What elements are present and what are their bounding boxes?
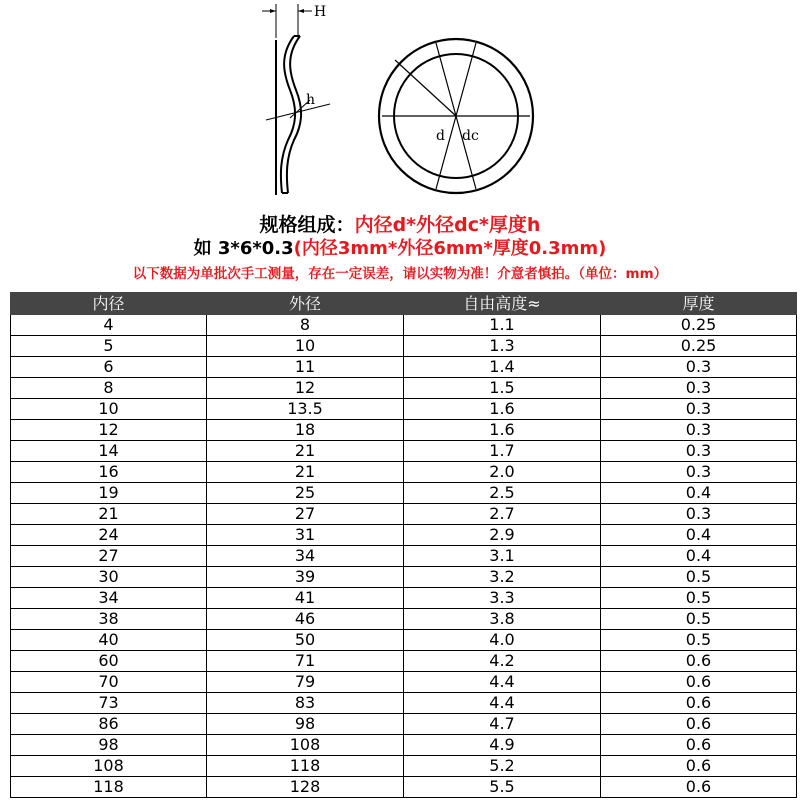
table-row	[11, 441, 797, 462]
cell-thickness: 0.3	[601, 441, 797, 462]
cell-outer-diameter: 21	[207, 462, 404, 483]
cell-free-height: 3.8	[404, 609, 601, 630]
cell-free-height: 3.2	[404, 567, 601, 588]
table-row	[11, 399, 797, 420]
cell-thickness: 0.5	[601, 609, 797, 630]
cell-thickness: 0.6	[601, 735, 797, 756]
cell-inner-diameter: 34	[11, 588, 207, 609]
cell-free-height: 4.4	[404, 672, 601, 693]
cell-inner-diameter: 8	[11, 378, 207, 399]
spec-format-title	[0, 210, 800, 237]
table-row	[11, 567, 797, 588]
cell-free-height: 1.6	[404, 420, 601, 441]
cell-thickness: 0.25	[601, 336, 797, 357]
cell-outer-diameter: 11	[207, 357, 404, 378]
cell-outer-diameter: 13.5	[207, 399, 404, 420]
table-row	[11, 336, 797, 357]
cell-thickness: 0.6	[601, 756, 797, 777]
cell-thickness: 0.5	[601, 630, 797, 651]
cell-thickness: 0.6	[601, 777, 797, 798]
table-row	[11, 378, 797, 399]
cell-free-height: 4.0	[404, 630, 601, 651]
cell-inner-diameter: 6	[11, 357, 207, 378]
cell-outer-diameter: 71	[207, 651, 404, 672]
header-outer-diameter: 外径	[207, 293, 404, 315]
cell-outer-diameter: 21	[207, 441, 404, 462]
header-free-height: 自由高度≈	[404, 293, 601, 315]
cell-inner-diameter: 21	[11, 504, 207, 525]
cell-free-height: 3.3	[404, 588, 601, 609]
wave-washer-diagram	[0, 0, 800, 210]
cell-inner-diameter: 108	[11, 756, 207, 777]
label-dc: dc	[462, 128, 479, 144]
table-body	[11, 315, 797, 798]
cell-thickness: 0.6	[601, 672, 797, 693]
table-row	[11, 735, 797, 756]
cell-inner-diameter: 10	[11, 399, 207, 420]
label-h: h	[306, 92, 316, 108]
table-row	[11, 714, 797, 735]
cell-inner-diameter: 19	[11, 483, 207, 504]
cell-free-height: 5.2	[404, 756, 601, 777]
table-header-row	[11, 293, 797, 315]
cell-outer-diameter: 12	[207, 378, 404, 399]
ring-top-view	[379, 39, 533, 193]
cell-thickness: 0.3	[601, 420, 797, 441]
cell-free-height: 2.0	[404, 462, 601, 483]
table-row	[11, 651, 797, 672]
table-row	[11, 420, 797, 441]
spec-example-prefix: 如 3*6*0.3	[193, 238, 294, 259]
cell-free-height: 1.4	[404, 357, 601, 378]
label-d: d	[436, 128, 445, 144]
cell-inner-diameter: 16	[11, 462, 207, 483]
cell-thickness: 0.3	[601, 462, 797, 483]
table-row	[11, 630, 797, 651]
cell-outer-diameter: 46	[207, 609, 404, 630]
table-row	[11, 525, 797, 546]
cell-thickness: 0.3	[601, 378, 797, 399]
cell-inner-diameter: 14	[11, 441, 207, 462]
cell-free-height: 1.7	[404, 441, 601, 462]
cell-outer-diameter: 118	[207, 756, 404, 777]
cell-free-height: 2.7	[404, 504, 601, 525]
cell-outer-diameter: 39	[207, 567, 404, 588]
cell-outer-diameter: 108	[207, 735, 404, 756]
cell-thickness: 0.3	[601, 504, 797, 525]
cell-outer-diameter: 83	[207, 693, 404, 714]
cell-free-height: 5.5	[404, 777, 601, 798]
cell-thickness: 0.6	[601, 714, 797, 735]
cell-free-height: 1.3	[404, 336, 601, 357]
cell-outer-diameter: 41	[207, 588, 404, 609]
cell-free-height: 3.1	[404, 546, 601, 567]
cell-inner-diameter: 38	[11, 609, 207, 630]
cell-free-height: 1.5	[404, 378, 601, 399]
cell-inner-diameter: 12	[11, 420, 207, 441]
table-row	[11, 756, 797, 777]
cell-outer-diameter: 31	[207, 525, 404, 546]
cell-outer-diameter: 50	[207, 630, 404, 651]
table-row	[11, 462, 797, 483]
cell-inner-diameter: 4	[11, 315, 207, 336]
cell-inner-diameter: 30	[11, 567, 207, 588]
cell-thickness: 0.3	[601, 399, 797, 420]
cell-inner-diameter: 5	[11, 336, 207, 357]
table-row	[11, 777, 797, 798]
cell-thickness: 0.4	[601, 525, 797, 546]
table-row	[11, 483, 797, 504]
cell-free-height: 4.4	[404, 693, 601, 714]
cell-outer-diameter: 34	[207, 546, 404, 567]
cell-outer-diameter: 8	[207, 315, 404, 336]
cell-outer-diameter: 128	[207, 777, 404, 798]
measurement-disclaimer: 以下数据为单批次手工测量，存在一定误差，请以实物为准！介意者慎拍。（单位：mm）	[132, 266, 668, 282]
cell-free-height: 4.2	[404, 651, 601, 672]
spec-example-detail: (内径3mm*外径6mm*厚度0.3mm)	[293, 238, 607, 259]
cell-outer-diameter: 25	[207, 483, 404, 504]
cell-inner-diameter: 40	[11, 630, 207, 651]
spec-title-prefix: 规格组成：	[259, 214, 355, 236]
spec-title-formula: 内径d*外径dc*厚度h	[354, 214, 541, 236]
table-row	[11, 588, 797, 609]
cell-outer-diameter: 79	[207, 672, 404, 693]
cell-inner-diameter: 60	[11, 651, 207, 672]
table-row	[11, 672, 797, 693]
cell-inner-diameter: 70	[11, 672, 207, 693]
cell-thickness: 0.5	[601, 567, 797, 588]
cell-inner-diameter: 73	[11, 693, 207, 714]
header-thickness: 厚度	[601, 293, 797, 315]
cell-outer-diameter: 98	[207, 714, 404, 735]
cell-thickness: 0.3	[601, 357, 797, 378]
cell-inner-diameter: 86	[11, 714, 207, 735]
cell-inner-diameter: 24	[11, 525, 207, 546]
table-row	[11, 693, 797, 714]
cell-thickness: 0.4	[601, 546, 797, 567]
cell-free-height: 2.5	[404, 483, 601, 504]
cell-thickness: 0.25	[601, 315, 797, 336]
cell-free-height: 1.6	[404, 399, 601, 420]
table-row	[11, 609, 797, 630]
cell-thickness: 0.5	[601, 588, 797, 609]
table-row	[11, 315, 797, 336]
cell-outer-diameter: 10	[207, 336, 404, 357]
cell-outer-diameter: 27	[207, 504, 404, 525]
cell-thickness: 0.6	[601, 651, 797, 672]
cell-free-height: 4.7	[404, 714, 601, 735]
cell-inner-diameter: 118	[11, 777, 207, 798]
table-row	[11, 504, 797, 525]
cell-thickness: 0.6	[601, 693, 797, 714]
cell-outer-diameter: 18	[207, 420, 404, 441]
table-row	[11, 546, 797, 567]
spec-example	[0, 234, 800, 260]
cell-free-height: 4.9	[404, 735, 601, 756]
size-spec-table	[10, 292, 797, 798]
cell-thickness: 0.4	[601, 483, 797, 504]
header-inner-diameter: 内径	[11, 293, 207, 315]
cell-free-height: 2.9	[404, 525, 601, 546]
cell-inner-diameter: 27	[11, 546, 207, 567]
cell-free-height: 1.1	[404, 315, 601, 336]
side-profile-view	[262, 4, 330, 195]
table-row	[11, 357, 797, 378]
cell-inner-diameter: 98	[11, 735, 207, 756]
label-H: H	[314, 4, 327, 20]
